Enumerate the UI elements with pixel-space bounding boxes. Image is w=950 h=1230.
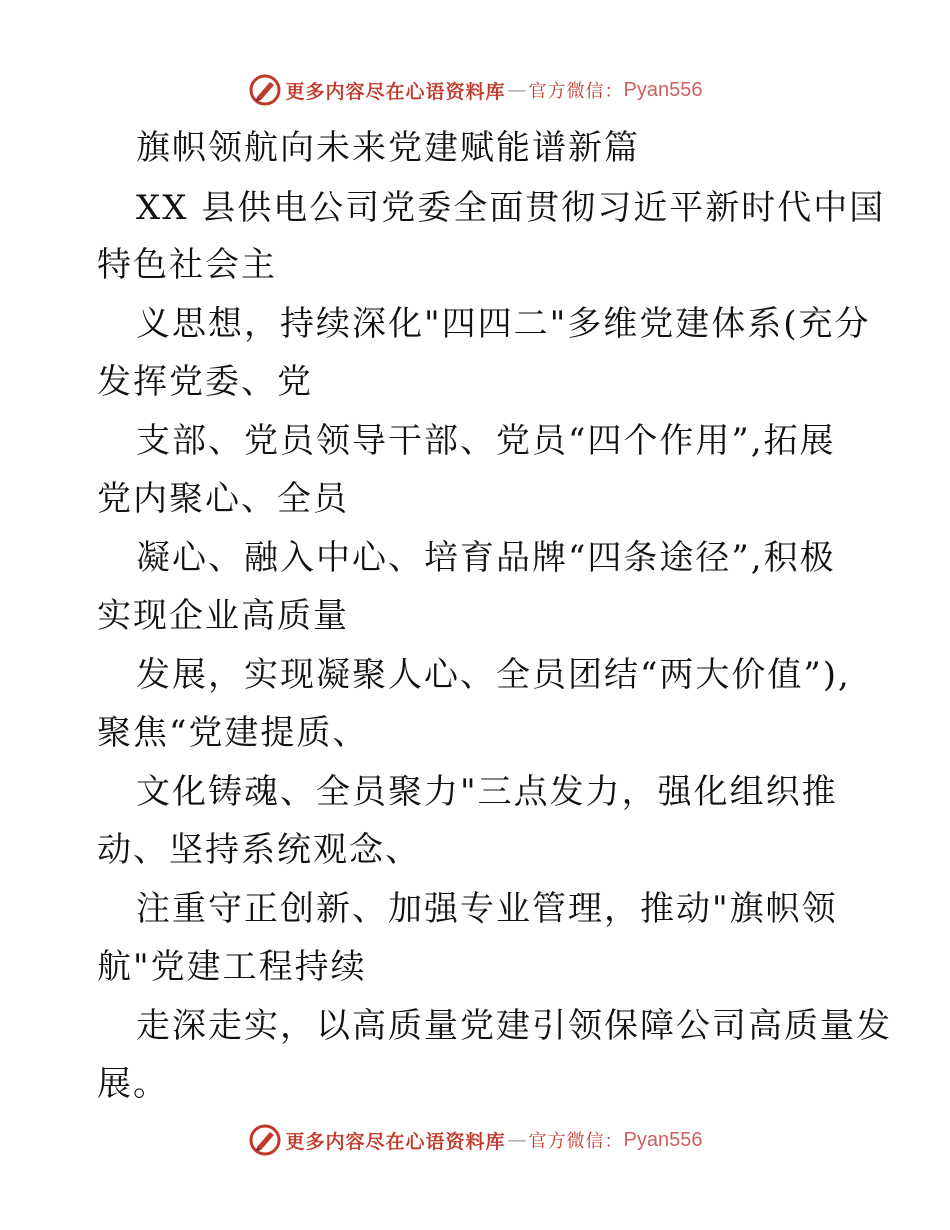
wechat-id: Pyan556 [623, 78, 703, 101]
paragraph-line: 注重守正创新、加强专业管理，推动"旗帜领 [136, 889, 838, 929]
paragraph-line: XX 县供电公司党委全面贯彻习近平新时代中国 [136, 188, 886, 228]
banner-separator: — [507, 1129, 527, 1151]
site-name-text: 更多内容尽在心语资料库 [285, 1130, 506, 1153]
paragraph-line: 航"党建工程持续 [97, 947, 367, 987]
paragraph-line: 发挥党委、党 [97, 362, 313, 402]
paragraph-line: 凝心、融入中心、培育品牌“四条途径”,积极 [136, 538, 836, 578]
paragraph-line: 特色社会主 [97, 245, 277, 285]
paragraph-line: 文化铸魂、全员聚力"三点发力，强化组织推 [136, 772, 838, 812]
wechat-id: Pyan556 [623, 1128, 703, 1151]
paragraph-line: 走深走实，以高质量党建引领保障公司高质量发 [136, 1006, 892, 1046]
paragraph-line: 展。 [97, 1064, 169, 1104]
wechat-label: 官方微信： [528, 1131, 624, 1152]
paragraph-line: 聚焦“党建提质、 [97, 713, 369, 753]
site-name-text: 更多内容尽在心语资料库 [285, 80, 506, 103]
footer-watermark-banner [0, 1120, 950, 1160]
document-title: 旗帜领航向未来党建赋能谱新篇 [136, 128, 640, 168]
paragraph-line: 动、坚持系统观念、 [97, 830, 421, 870]
banner-separator: — [507, 79, 527, 101]
pen-logo-icon [248, 1123, 282, 1157]
paragraph-line: 发展，实现凝聚人心、全员团结“两大价值”), [136, 655, 851, 695]
paragraph-line: 实现企业高质量 [97, 596, 349, 636]
paragraph-line: 义思想，持续深化"四四二"多维党建体系(充分 [136, 304, 871, 344]
wechat-label: 官方微信： [528, 81, 624, 102]
paragraph-line: 党内聚心、全员 [97, 479, 349, 519]
header-watermark-banner [0, 70, 950, 110]
pen-logo-icon [248, 73, 282, 107]
paragraph-line: 支部、党员领导干部、党员“四个作用”,拓展 [136, 421, 836, 461]
